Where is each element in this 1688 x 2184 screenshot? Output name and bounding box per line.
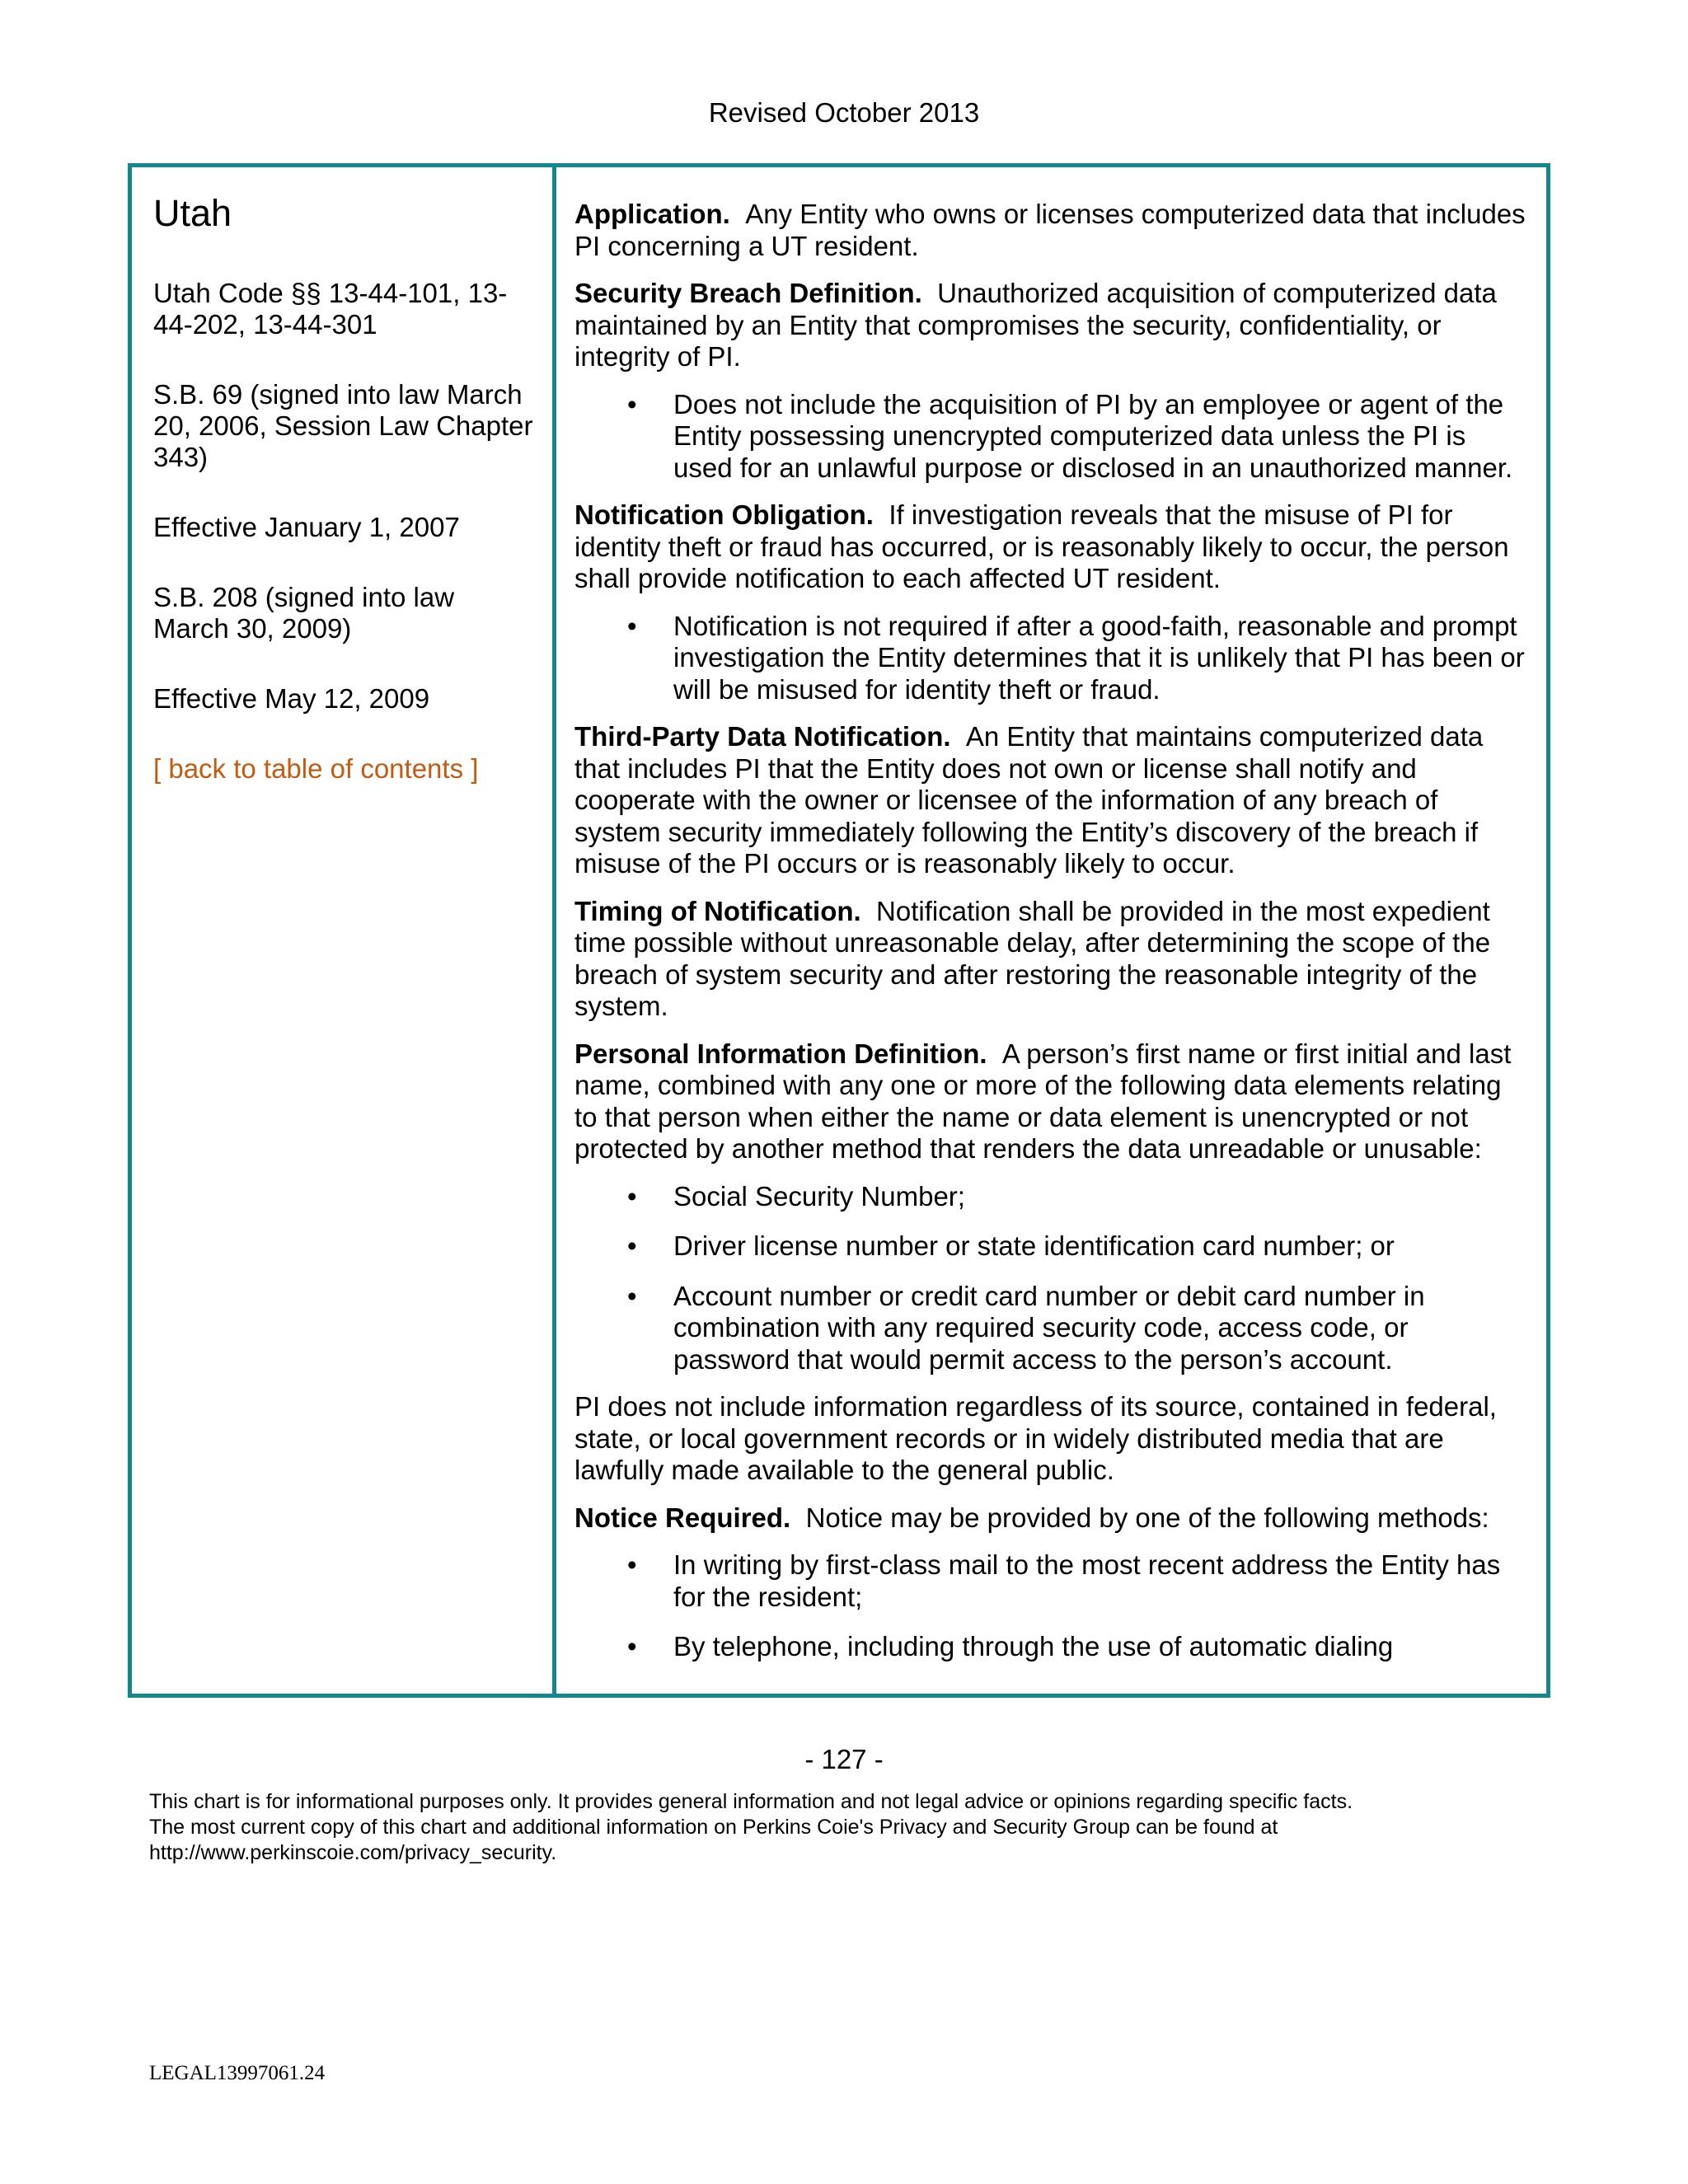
- bullet-icon: •: [627, 1549, 637, 1580]
- notice-required-section: [574, 1502, 1528, 1535]
- timing-section: [574, 896, 1528, 1023]
- citation-effective-1: Effective January 1, 2007: [153, 512, 460, 542]
- citation-effective-2: Effective May 12, 2009: [153, 683, 430, 714]
- list-item-text: Account number or credit card number or debit card number in combination with any required security code, access code, or password that would permit access to the person’s account.: [673, 1280, 1425, 1375]
- list-item-text: By telephone, including through the use of automatic dialing: [673, 1631, 1394, 1661]
- list-item-text: Social Security Number;: [673, 1180, 965, 1212]
- section-label: Timing of Notification.: [574, 895, 861, 926]
- list-item: [574, 611, 1528, 706]
- section-text: Unauthorized acquisition of computerized data maintained by an Entity that compromises the security, confidentiality, or integrity of PI.: [574, 278, 1497, 372]
- state-name: Utah: [153, 192, 232, 234]
- section-text: Notification shall be provided in the most expedient time possible without unreasonable delay, after determining the scope of the breach of system security and after restoring the reasonable integrity of the system.: [574, 895, 1491, 1021]
- page-number: - 127 -: [804, 1744, 884, 1774]
- list-item: [574, 389, 1528, 485]
- section-label: Notification Obligation.: [574, 499, 874, 530]
- disclaimer: [149, 1789, 1633, 1866]
- section-text: Notice may be provided by one of the following methods:: [805, 1502, 1489, 1533]
- document-id: LEGAL13997061.24: [149, 2062, 326, 2084]
- pi-exclusion-text: PI does not include information regardless of its source, contained in federal, state, or local government records or in widely distributed media that are lawfully made available to the general public.: [574, 1391, 1497, 1485]
- citation-bill-2: S.B. 208 (signed into law March 30, 2009): [153, 582, 455, 644]
- breach-bullets: [574, 389, 1528, 485]
- disclaimer-line: This chart is for informational purposes only. It provides general information and not legal advice or opinions regarding specific facts.: [149, 1790, 1353, 1813]
- application-section: [574, 199, 1528, 262]
- list-item-text: Notification is not required if after a good-faith, reasonable and prompt investigation the Entity determines that it is unlikely that PI has been or will be misused for identity theft or fraud.: [673, 610, 1525, 705]
- bullet-icon: •: [627, 1280, 637, 1311]
- list-item: [574, 1181, 1528, 1213]
- citation-bill-1: S.B. 69 (signed into law March 20, 2006, Session Law Chapter 343): [153, 379, 533, 472]
- bullet-icon: •: [627, 1230, 637, 1261]
- list-item: [574, 1631, 1528, 1663]
- breach-definition-section: [574, 278, 1528, 373]
- third-party-section: [574, 721, 1528, 880]
- citation-column: [132, 167, 556, 1694]
- disclaimer-line: The most current copy of this chart and additional information on Perkins Coie's Privacy and Security Group can be found at: [149, 1816, 1278, 1839]
- pi-bullets: [574, 1181, 1528, 1376]
- section-label: Security Breach Definition.: [574, 278, 922, 308]
- notice-bullets: [574, 1549, 1528, 1663]
- state-law-table: [128, 163, 1550, 1698]
- list-item-text: Driver license number or state identification card number; or: [673, 1230, 1395, 1261]
- section-label: Notice Required.: [574, 1502, 791, 1533]
- notification-obligation-section: [574, 499, 1528, 595]
- bullet-icon: •: [627, 1180, 637, 1212]
- section-text: Any Entity who owns or licenses computerized data that includes PI concerning a UT resident.: [574, 199, 1526, 261]
- bullet-icon: •: [627, 610, 637, 641]
- law-details-column: [556, 167, 1546, 1694]
- bullet-icon: •: [627, 388, 637, 419]
- back-to-toc-link[interactable]: [ back to table of contents ]: [153, 753, 479, 784]
- list-item: [574, 1230, 1528, 1263]
- obligation-bullets: [574, 611, 1528, 706]
- disclaimer-line: http://www.perkinscoie.com/privacy_security.: [149, 1841, 557, 1864]
- bullet-icon: •: [627, 1631, 637, 1661]
- section-label: Third-Party Data Notification.: [574, 721, 951, 752]
- section-text: A person’s first name or first initial and last name, combined with any one or more of the following data elements relating to that person when either the name or data element is unencrypted or not protected by another method that renders the data unreadable or unusable:: [574, 1038, 1512, 1164]
- pi-definition-section: [574, 1038, 1528, 1165]
- list-item: [574, 1549, 1528, 1613]
- list-item-text: Does not include the acquisition of PI by an employee or agent of the Entity possessing unencrypted computerized data unless the PI is used for an unlawful purpose or disclosed in an unauthorized manner.: [673, 388, 1513, 483]
- section-text: If investigation reveals that the misuse of PI for identity theft or fraud has occurred, or is reasonably likely to occur, the person shall provide notification to each affected UT resident.: [574, 499, 1509, 593]
- revised-date: Revised October 2013: [708, 97, 980, 128]
- list-item-text: In writing by first-class mail to the most recent address the Entity has for the resident;: [673, 1549, 1501, 1612]
- section-label: Application.: [574, 199, 730, 229]
- citation-code: Utah Code §§ 13-44-101, 13-44-202, 13-44-301: [153, 278, 508, 340]
- list-item: [574, 1281, 1528, 1376]
- section-label: Personal Information Definition.: [574, 1038, 987, 1069]
- section-text: An Entity that maintains computerized data that includes PI that the Entity does not own or license shall notify and cooperate with the owner or licensee of the information of any breach of system security immediately following the Entity’s discovery of the breach if misuse of the PI occurs or is reasonably likely to occur.: [574, 721, 1484, 879]
